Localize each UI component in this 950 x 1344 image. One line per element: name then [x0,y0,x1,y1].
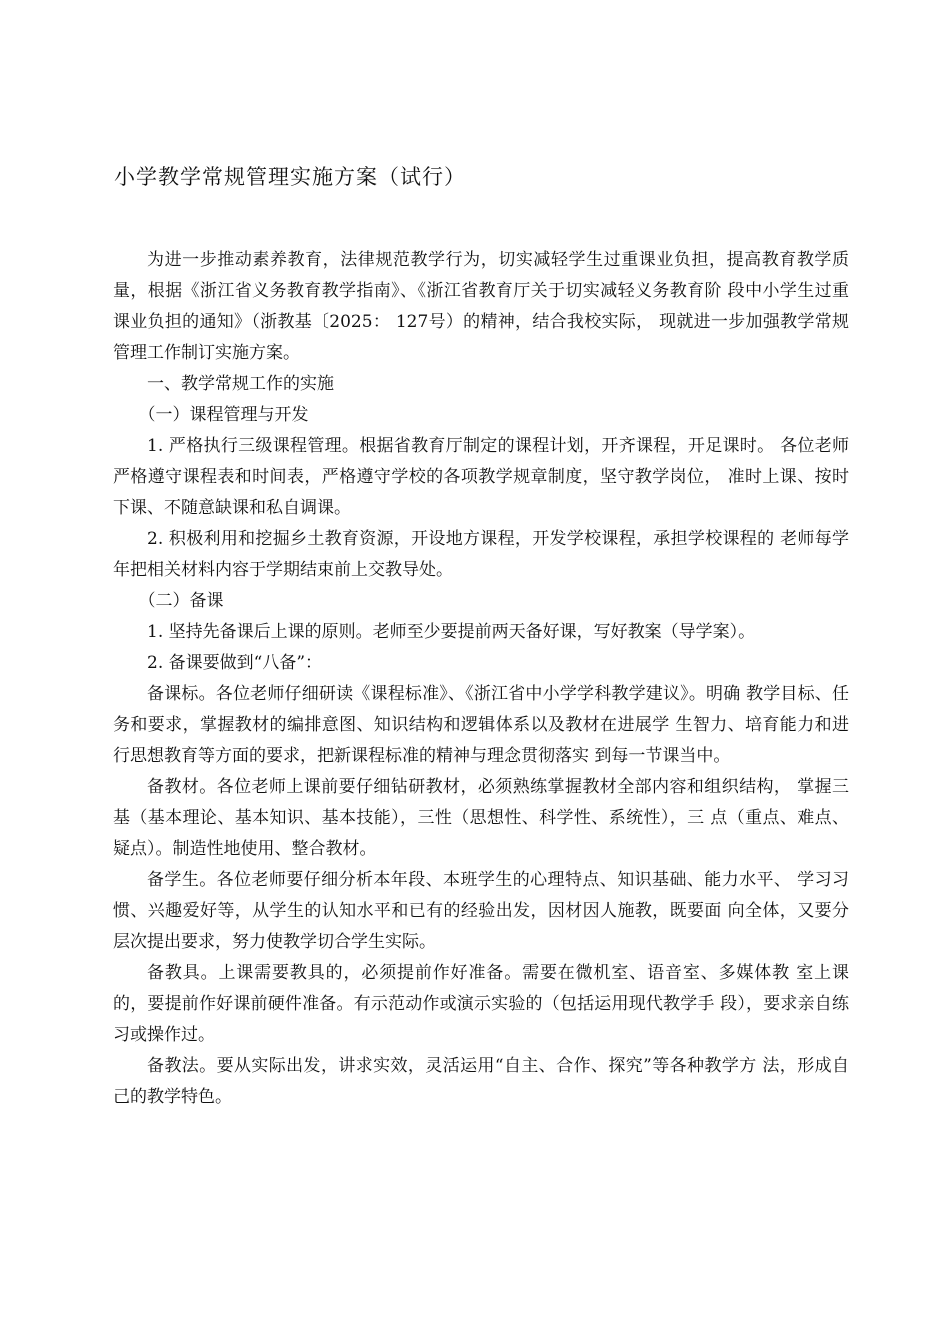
subsection-heading-prep: （二）备课 [138,591,224,611]
paragraph-course-2: 2. 积极利用和挖掘乡土教育资源，开设地方课程，开发学校课程，承担学校课程的 老师每学年把相关材料内容于学期结束前上交教导处。 [113,529,849,580]
paragraph-intro: 为进一步推动素养教育，法律规范教学行为，切实减轻学生过重课业负担，提高教育教学质量，根据《浙江省义务教育教学指南》、《浙江省教育厅关于切实减轻义务教育阶 段中小学生过重课业负担的通知》（浙教基〔2025： 127号）的精神，结合我校实际， 现就进一步加强教学常规管理工作制订实施方案。 [113,250,849,363]
document-title: 小学教学常规管理实施方案（试行） [114,165,466,189]
subsection-heading-course: （一）课程管理与开发 [138,405,309,425]
document-body [113,245,849,1113]
paragraph-prep-2: 2. 备课要做到“八备”： [147,653,323,673]
paragraph-teaching-aids: 备教具。上课需要教具的，必须提前作好准备。需要在微机室、语音室、多媒体教 室上课的，要提前作好课前硬件准备。有示范动作或演示实验的（包括运用现代教学手 段），要求亲自练习或操作过。 [113,963,849,1045]
paragraph-methods: 备教法。要从实际出发，讲求实效，灵活运用“自主、合作、探究”等各种教学方 法，形成自己的教学特色。 [113,1056,849,1107]
section-heading-1: 一、教学常规工作的实施 [147,374,334,394]
paragraph-prep-1: 1. 坚持先备课后上课的原则。老师至少要提前两天备好课，写好教案（导学案）。 [147,622,756,642]
paragraph-standards: 备课标。各位老师仔细研读《课程标准》、《浙江省中小学学科教学建议》。明确 教学目标、任务和要求，掌握教材的编排意图、知识结构和逻辑体系以及教材在进展学 生智力、培育能力和进行思想教育等方面的要求，把新课程标准的精神与理念贯彻落实 到每一节课当中。 [113,684,849,766]
paragraph-course-1: 1. 严格执行三级课程管理。根据省教育厅制定的课程计划，开齐课程，开足课时。 各位老师严格遵守课程表和时间表，严格遵守学校的各项教学规章制度，坚守教学岗位， 准时上课、按时下课、不随意缺课和私自调课。 [113,436,849,518]
paragraph-students: 备学生。各位老师要仔细分析本年段、本班学生的心理特点、知识基础、能力水平、 学习习惯、兴趣爱好等，从学生的认知水平和已有的经验出发，因材因人施教，既要面 向全体，又要分层次提出要求，努力使教学切合学生实际。 [113,870,849,952]
paragraph-materials: 备教材。各位老师上课前要仔细钻研教材，必须熟练掌握教材全部内容和组织结构， 掌握三基（基本理论、基本知识、基本技能），三性（思想性、科学性、系统性），三 点（重点、难点、疑点）。制造性地使用、整合教材。 [113,777,849,859]
